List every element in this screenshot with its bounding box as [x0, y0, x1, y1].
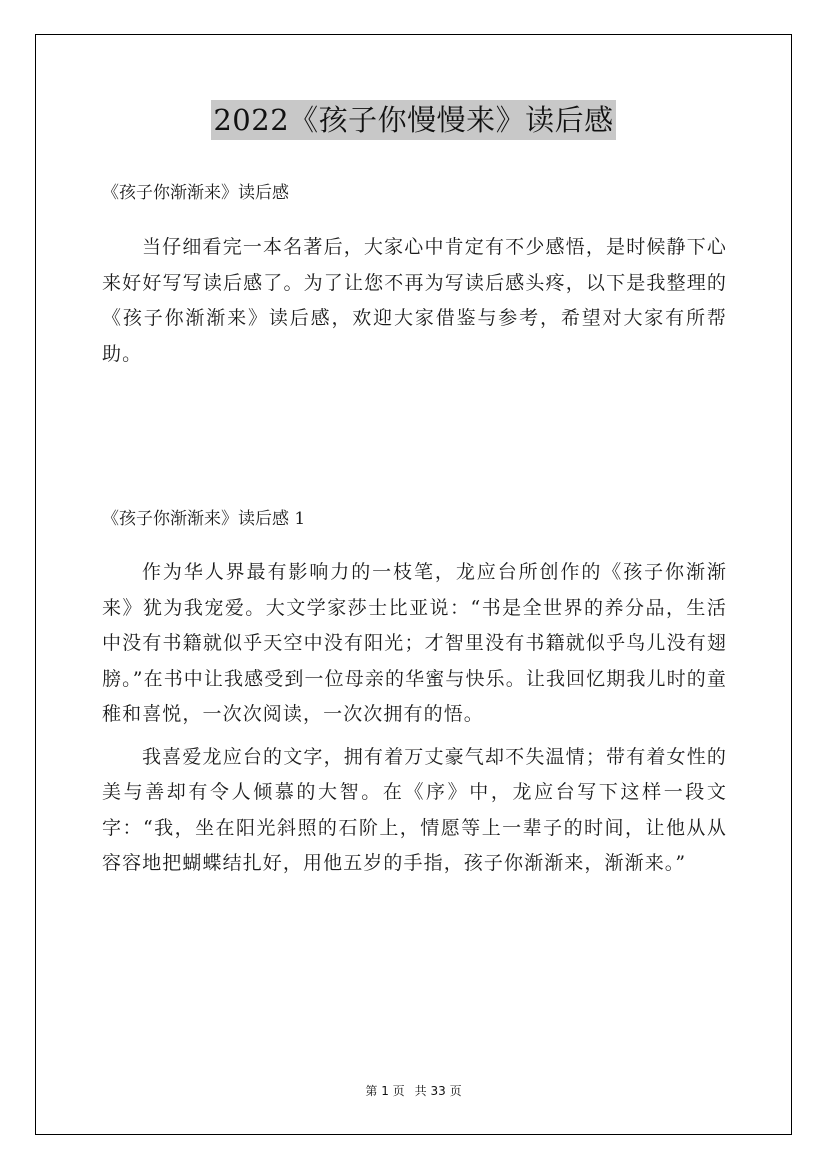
- section-1-paragraph-2: 我喜爱龙应台的文字，拥有着万丈豪气却不失温情；带有着女性的美与善却有令人倾慕的大智。在《序》中，龙应台写下这样一段文字：“我，坐在阳光斜照的石阶上，情愿等上一辈子的时间，让他从从容容地把蝴蝶结扎好，用他五岁的手指，孩子你渐渐来，渐渐来。”: [102, 745, 727, 874]
- page-total: 共 33 页: [414, 1084, 462, 1098]
- section-1-heading: 《孩子你渐渐来》读后感 1: [102, 509, 306, 529]
- intro-heading: 《孩子你渐渐来》读后感: [102, 183, 289, 203]
- intro-heading-block: [102, 181, 727, 205]
- section-1-body: [102, 555, 727, 882]
- section-1-heading-block: [102, 507, 727, 531]
- title-container: [0, 100, 827, 140]
- section-1-paragraph-1: 作为华人界最有影响力的一枝笔，龙应台所创作的《孩子你渐渐来》犹为我宠爱。大文学家莎士比亚说：“书是全世界的养分品，生活中没有书籍就似乎天空中没有阳光；才智里没有书籍就似乎鸟儿没有翅膀。”在书中让我感受到一位母亲的华蜜与快乐。让我回忆期我儿时的童稚和喜悦，一次次阅读，一次次拥有的悟。: [102, 561, 727, 725]
- document-title: 2022《孩子你慢慢来》读后感: [211, 100, 615, 140]
- intro-paragraph: 当仔细看完一本名著后，大家心中肯定有不少感悟，是时候静下心来好好写写读后感了。为了让您不再为写读后感头疼，以下是我整理的《孩子你渐渐来》读后感，欢迎大家借鉴与参考，希望对大家有所帮助。: [102, 236, 727, 365]
- page-number: 第 1 页: [365, 1084, 405, 1098]
- intro-paragraph-block: [102, 230, 727, 372]
- page-footer: [0, 1083, 827, 1099]
